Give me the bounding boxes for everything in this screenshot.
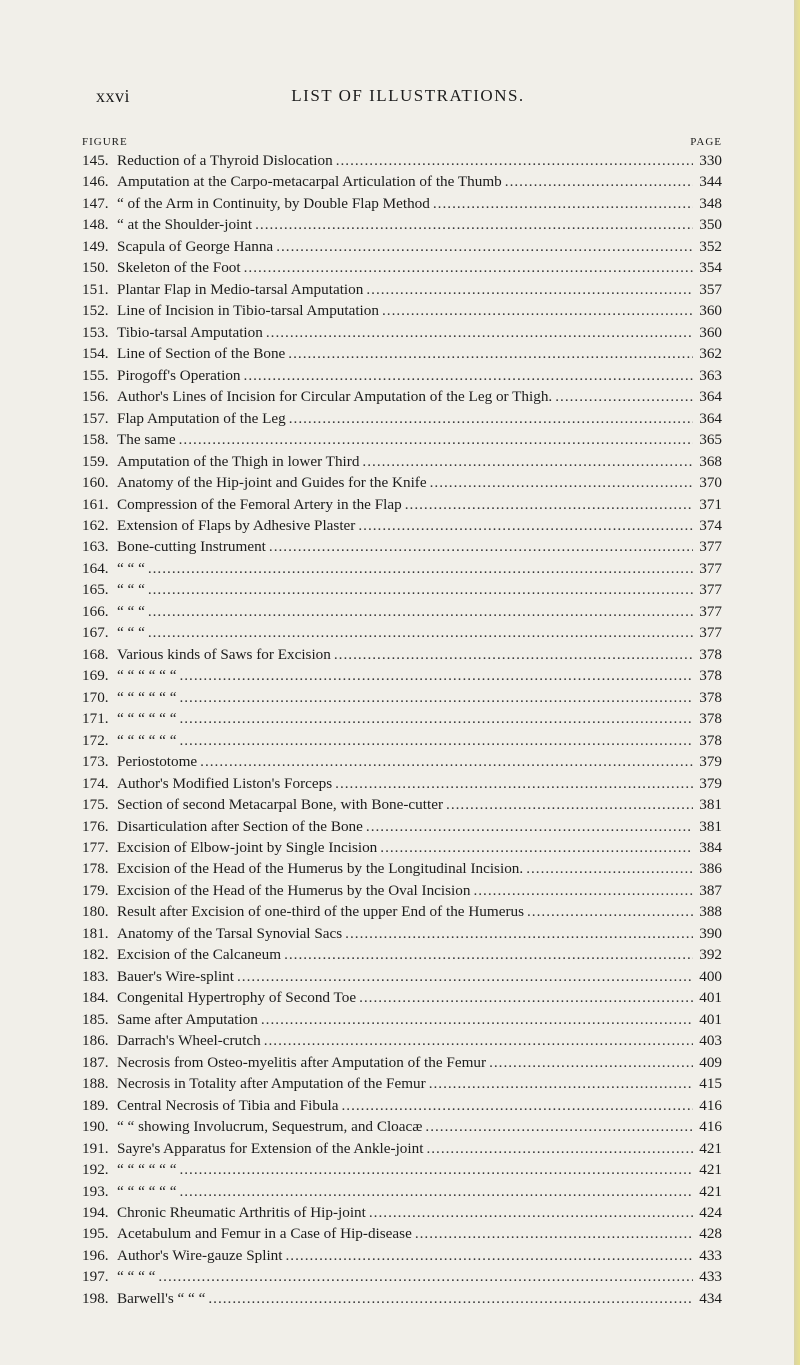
dot-leader — [362, 451, 693, 472]
page-ref: 416 — [699, 1096, 722, 1114]
dot-leader — [382, 300, 693, 321]
dot-leader — [244, 257, 693, 278]
figure-title: Author's Modified Liston's Forceps — [117, 774, 333, 792]
page-ref: 379 — [699, 774, 722, 792]
figure-title: “ “ “ “ — [117, 1268, 156, 1286]
dot-leader — [284, 944, 693, 965]
dot-leader — [358, 515, 693, 536]
list-item — [82, 451, 722, 472]
page-ref: 377 — [699, 559, 722, 577]
figure-title: Amputation of the Thigh in lower Third — [117, 452, 360, 470]
figure-number: 197. — [82, 1268, 109, 1286]
dot-leader — [264, 1030, 693, 1051]
figure-number: 151. — [82, 280, 109, 298]
page-ref: 365 — [699, 431, 722, 449]
page-ref: 330 — [699, 152, 722, 169]
list-item — [82, 386, 722, 407]
page-ref: 401 — [699, 989, 722, 1007]
list-item — [82, 193, 722, 214]
figure-number: 196. — [82, 1246, 109, 1264]
figure-title: Chronic Rheumatic Arthritis of Hip-joint — [117, 1203, 366, 1221]
figure-number: 192. — [82, 1161, 109, 1179]
dot-leader — [359, 987, 693, 1008]
dot-leader — [380, 837, 693, 858]
dot-leader — [345, 923, 693, 944]
list-item — [82, 515, 722, 536]
figure-number: 162. — [82, 516, 109, 534]
figure-number: 148. — [82, 216, 109, 234]
dot-leader — [179, 429, 693, 450]
page-ref: 374 — [699, 516, 722, 534]
dot-leader — [527, 901, 693, 922]
figure-number: 150. — [82, 259, 109, 277]
page-ref: 354 — [699, 259, 722, 277]
dot-leader — [148, 558, 693, 579]
figure-number: 160. — [82, 474, 109, 492]
list-item — [82, 171, 722, 192]
dot-leader — [430, 472, 693, 493]
figure-number: 154. — [82, 345, 109, 363]
page-ref: 433 — [699, 1246, 722, 1264]
figure-column-label: FIGURE — [82, 136, 128, 148]
page-ref: 360 — [699, 302, 722, 320]
figure-title: Compression of the Femoral Artery in the Flap — [117, 495, 402, 513]
figure-title: “ of the Arm in Continuity, by Double Flap Method — [117, 194, 430, 212]
figure-title: Excision of the Head of the Humerus by the Longitudinal Incision. — [117, 860, 524, 878]
figure-number: 174. — [82, 774, 109, 792]
figure-number: 166. — [82, 602, 109, 620]
figure-title: Result after Excision of one-third of the upper End of the Humerus — [117, 903, 524, 921]
page-ref: 403 — [699, 1032, 722, 1050]
figure-number: 157. — [82, 409, 109, 427]
figure-number: 172. — [82, 731, 109, 749]
page-ref: 364 — [699, 409, 722, 427]
page-ref: 386 — [699, 860, 722, 878]
list-item — [82, 322, 722, 343]
figure-number: 173. — [82, 753, 109, 771]
page-ref: 377 — [699, 602, 722, 620]
figure-title: Author's Lines of Incision for Circular Amputation of the Leg or Thigh. — [117, 388, 553, 406]
list-item — [82, 494, 722, 515]
figure-title: “ “ showing Involucrum, Sequestrum, and Cloacæ — [117, 1118, 423, 1136]
figure-title: Excision of the Head of the Humerus by the Oval Incision — [117, 881, 471, 899]
page-ref: 357 — [699, 280, 722, 298]
dot-leader — [158, 1266, 693, 1287]
figure-number: 178. — [82, 860, 109, 878]
figure-title: Acetabulum and Femur in a Case of Hip-disease — [117, 1225, 412, 1243]
column-headers — [82, 136, 722, 150]
dot-leader — [335, 773, 693, 794]
list-item — [82, 279, 722, 300]
dot-leader — [366, 816, 693, 837]
dot-leader — [255, 214, 693, 235]
figure-title: Tibio-tarsal Amputation — [117, 323, 263, 341]
page-ref: 379 — [699, 753, 722, 771]
dot-leader — [179, 1159, 693, 1180]
dot-leader — [334, 644, 693, 665]
figure-title: Periostotome — [117, 753, 198, 771]
figure-number: 145. — [82, 152, 109, 169]
dot-leader — [429, 1073, 693, 1094]
page-ref: 381 — [699, 817, 722, 835]
figure-title: Scapula of George Hanna — [117, 237, 274, 255]
list-item — [82, 730, 722, 751]
page-ref: 378 — [699, 731, 722, 749]
figure-title: “ “ “ “ “ “ — [117, 688, 177, 706]
page-ref: 370 — [699, 474, 722, 492]
figure-number: 171. — [82, 710, 109, 728]
page-ref: 348 — [699, 194, 722, 212]
page-ref: 378 — [699, 645, 722, 663]
dot-leader — [405, 494, 693, 515]
figure-number: 153. — [82, 323, 109, 341]
figure-title: “ “ “ — [117, 602, 145, 620]
dot-leader — [200, 751, 693, 772]
dot-leader — [415, 1223, 693, 1244]
figure-number: 163. — [82, 538, 109, 556]
figure-number: 158. — [82, 431, 109, 449]
page-ref: 360 — [699, 323, 722, 341]
figure-number: 182. — [82, 946, 109, 964]
figure-title: Line of Incision in Tibio-tarsal Amputation — [117, 302, 379, 320]
page-ref: 381 — [699, 796, 722, 814]
figure-title: Bone-cutting Instrument — [117, 538, 266, 556]
dot-leader — [505, 171, 693, 192]
dot-leader — [237, 966, 693, 987]
list-item — [82, 1116, 722, 1137]
list-item — [82, 236, 722, 257]
list-item — [82, 923, 722, 944]
page-ref: 400 — [699, 967, 722, 985]
figure-number: 175. — [82, 796, 109, 814]
list-item — [82, 1009, 722, 1030]
page-ref: 378 — [699, 710, 722, 728]
figure-title: Anatomy of the Tarsal Synovial Sacs — [117, 924, 343, 942]
page-ref: 409 — [699, 1053, 722, 1071]
list-item — [82, 880, 722, 901]
dot-leader — [261, 1009, 693, 1030]
list-item — [82, 773, 722, 794]
list-item — [82, 1052, 722, 1073]
dot-leader — [148, 622, 693, 643]
dot-leader — [286, 1245, 694, 1266]
page-ref: 433 — [699, 1268, 722, 1286]
page-ref: 390 — [699, 924, 722, 942]
figure-title: Anatomy of the Hip-joint and Guides for the Knife — [117, 474, 427, 492]
page-ref: 378 — [699, 667, 722, 685]
dot-leader — [208, 1288, 693, 1309]
list-item — [82, 622, 722, 643]
list-item — [82, 665, 722, 686]
page-ref: 415 — [699, 1075, 722, 1093]
dot-leader — [341, 1095, 693, 1116]
figure-number: 188. — [82, 1075, 109, 1093]
page-ref: 424 — [699, 1203, 722, 1221]
dot-leader — [433, 193, 693, 214]
page-ref: 387 — [699, 881, 722, 899]
list-item — [82, 1030, 722, 1051]
page-ref: 416 — [699, 1118, 722, 1136]
figure-number: 155. — [82, 366, 109, 384]
figure-title: Amputation at the Carpo-metacarpal Articulation of the Thumb — [117, 173, 502, 191]
dot-leader — [555, 386, 693, 407]
page-ref: 377 — [699, 581, 722, 599]
list-item — [82, 858, 722, 879]
dot-leader — [179, 1181, 693, 1202]
figure-number: 165. — [82, 581, 109, 599]
figure-title: Congenital Hypertrophy of Second Toe — [117, 989, 357, 1007]
dot-leader — [179, 730, 693, 751]
list-item — [82, 1266, 722, 1287]
page-ref: 352 — [699, 237, 722, 255]
list-item — [82, 1159, 722, 1180]
dot-leader — [179, 708, 693, 729]
figure-title: Darrach's Wheel-crutch — [117, 1032, 261, 1050]
dot-leader — [366, 279, 693, 300]
list-item — [82, 429, 722, 450]
figure-title: The same — [117, 431, 176, 449]
list-item — [82, 1223, 722, 1244]
list-item — [82, 1073, 722, 1094]
dot-leader — [446, 794, 693, 815]
page-ref: 428 — [699, 1225, 722, 1243]
page-column-label: PAGE — [690, 136, 722, 148]
figure-title: Necrosis in Totality after Amputation of the Femur — [117, 1075, 426, 1093]
page-ref: 421 — [699, 1139, 722, 1157]
dot-leader — [473, 880, 693, 901]
figure-title: “ “ “ — [117, 624, 145, 642]
figure-number: 191. — [82, 1139, 109, 1157]
list-item — [82, 150, 722, 171]
list-item — [82, 536, 722, 557]
page-ref: 368 — [699, 452, 722, 470]
dot-leader — [288, 343, 693, 364]
dot-leader — [426, 1138, 693, 1159]
list-item — [82, 1288, 722, 1309]
figure-title: Bauer's Wire-splint — [117, 967, 234, 985]
page-ref: 421 — [699, 1161, 722, 1179]
figure-number: 170. — [82, 688, 109, 706]
figure-number: 185. — [82, 1010, 109, 1028]
page-ref: 434 — [699, 1289, 722, 1307]
figure-number: 183. — [82, 967, 109, 985]
list-item — [82, 579, 722, 600]
figure-title: Barwell's “ “ “ — [117, 1289, 206, 1307]
figure-title: “ “ “ — [117, 581, 145, 599]
figure-title: “ “ “ “ “ “ — [117, 1161, 177, 1179]
page-ref: 384 — [699, 839, 722, 856]
figure-number: 195. — [82, 1225, 109, 1243]
figure-title: “ “ “ “ “ “ — [117, 667, 177, 685]
figure-title: Section of second Metacarpal Bone, with Bone-cutter — [117, 796, 444, 814]
figure-title: “ “ “ “ “ “ — [117, 710, 177, 728]
figure-title: Pirogoff's Operation — [117, 366, 241, 384]
list-item — [82, 365, 722, 386]
page-ref: 363 — [699, 366, 722, 384]
list-item — [82, 300, 722, 321]
figure-title: “ “ “ — [117, 559, 145, 577]
list-item — [82, 472, 722, 493]
dot-leader — [244, 365, 693, 386]
figure-number: 156. — [82, 388, 109, 406]
list-item — [82, 1138, 722, 1159]
page-ref: 362 — [699, 345, 722, 363]
page-ref: 377 — [699, 624, 722, 642]
figure-number: 186. — [82, 1032, 109, 1050]
figure-number: 180. — [82, 903, 109, 921]
figure-title: Excision of Elbow-joint by Single Incision — [117, 839, 378, 856]
dot-leader — [425, 1116, 693, 1137]
list-item — [82, 1202, 722, 1223]
list-item — [82, 794, 722, 815]
page-edge — [794, 0, 800, 1365]
page-ref: 350 — [699, 216, 722, 234]
page-ref: 388 — [699, 903, 722, 921]
list-item — [82, 601, 722, 622]
list-item — [82, 901, 722, 922]
list-item — [82, 944, 722, 965]
dot-leader — [489, 1052, 693, 1073]
dot-leader — [179, 665, 693, 686]
figure-title: “ at the Shoulder-joint — [117, 216, 253, 234]
figure-number: 146. — [82, 173, 109, 191]
figure-number: 193. — [82, 1182, 109, 1200]
figure-number: 152. — [82, 302, 109, 320]
list-item — [82, 966, 722, 987]
figure-title: Disarticulation after Section of the Bone — [117, 817, 363, 835]
page-ref: 364 — [699, 388, 722, 406]
figure-title: Various kinds of Saws for Excision — [117, 645, 331, 663]
figure-title: Author's Wire-gauze Splint — [117, 1246, 283, 1264]
dot-leader — [336, 150, 693, 171]
figure-title: Plantar Flap in Medio-tarsal Amputation — [117, 280, 364, 298]
list-item — [82, 1181, 722, 1202]
list-item — [82, 408, 722, 429]
figure-number: 198. — [82, 1289, 109, 1307]
page-ref: 377 — [699, 538, 722, 556]
figure-number: 167. — [82, 624, 109, 642]
figure-number: 190. — [82, 1118, 109, 1136]
page-ref: 344 — [699, 173, 722, 191]
figure-number: 164. — [82, 559, 109, 577]
figure-number: 169. — [82, 667, 109, 685]
figure-number: 177. — [82, 839, 109, 856]
list-item — [82, 257, 722, 278]
figure-title: Same after Amputation — [117, 1010, 258, 1028]
page-ref: 421 — [699, 1182, 722, 1200]
figure-title: Extension of Flaps by Adhesive Plaster — [117, 516, 356, 534]
page-header — [96, 86, 720, 110]
list-item — [82, 837, 722, 858]
figure-title: Reduction of a Thyroid Dislocation — [117, 152, 333, 169]
figure-number: 159. — [82, 452, 109, 470]
list-item — [82, 343, 722, 364]
figure-number: 179. — [82, 881, 109, 899]
dot-leader — [148, 579, 693, 600]
figure-number: 194. — [82, 1203, 109, 1221]
figure-number: 168. — [82, 645, 109, 663]
figure-title: Central Necrosis of Tibia and Fibula — [117, 1096, 339, 1114]
page-ref: 392 — [699, 946, 722, 964]
figure-title: Sayre's Apparatus for Extension of the Ankle-joint — [117, 1139, 424, 1157]
figure-number: 187. — [82, 1053, 109, 1071]
dot-leader — [179, 687, 693, 708]
figure-title: “ “ “ “ “ “ — [117, 731, 177, 749]
figure-number: 161. — [82, 495, 109, 513]
figure-number: 189. — [82, 1096, 109, 1114]
page-number: xxvi — [96, 86, 131, 106]
running-title: LIST OF ILLUSTRATIONS. — [291, 86, 525, 105]
figure-title: Necrosis from Osteo-myelitis after Amputation of the Femur — [117, 1053, 487, 1071]
page-ref: 371 — [699, 495, 722, 513]
dot-leader — [266, 322, 693, 343]
figure-title: Excision of the Calcaneum — [117, 946, 282, 964]
page-ref: 378 — [699, 688, 722, 706]
list-item — [82, 987, 722, 1008]
dot-leader — [148, 601, 693, 622]
figure-title: Skeleton of the Foot — [117, 259, 241, 277]
list-item — [82, 816, 722, 837]
dot-leader — [276, 236, 693, 257]
dot-leader — [269, 536, 693, 557]
figure-number: 149. — [82, 237, 109, 255]
figure-number: 176. — [82, 817, 109, 835]
list-item — [82, 1095, 722, 1116]
figure-title: Flap Amputation of the Leg — [117, 409, 286, 427]
list-item — [82, 708, 722, 729]
figure-number: 184. — [82, 989, 109, 1007]
figure-number: 147. — [82, 194, 109, 212]
list-item — [82, 214, 722, 235]
page-ref: 401 — [699, 1010, 722, 1028]
figure-number: 181. — [82, 924, 109, 942]
list-item — [82, 558, 722, 579]
list-item — [82, 1245, 722, 1266]
list-item — [82, 751, 722, 772]
dot-leader — [369, 1202, 693, 1223]
dot-leader — [289, 408, 693, 429]
figure-title: “ “ “ “ “ “ — [117, 1182, 177, 1200]
dot-leader — [526, 858, 693, 879]
figure-title: Line of Section of the Bone — [117, 345, 286, 363]
illustrations-list — [82, 150, 722, 1309]
list-item — [82, 687, 722, 708]
list-item — [82, 644, 722, 665]
